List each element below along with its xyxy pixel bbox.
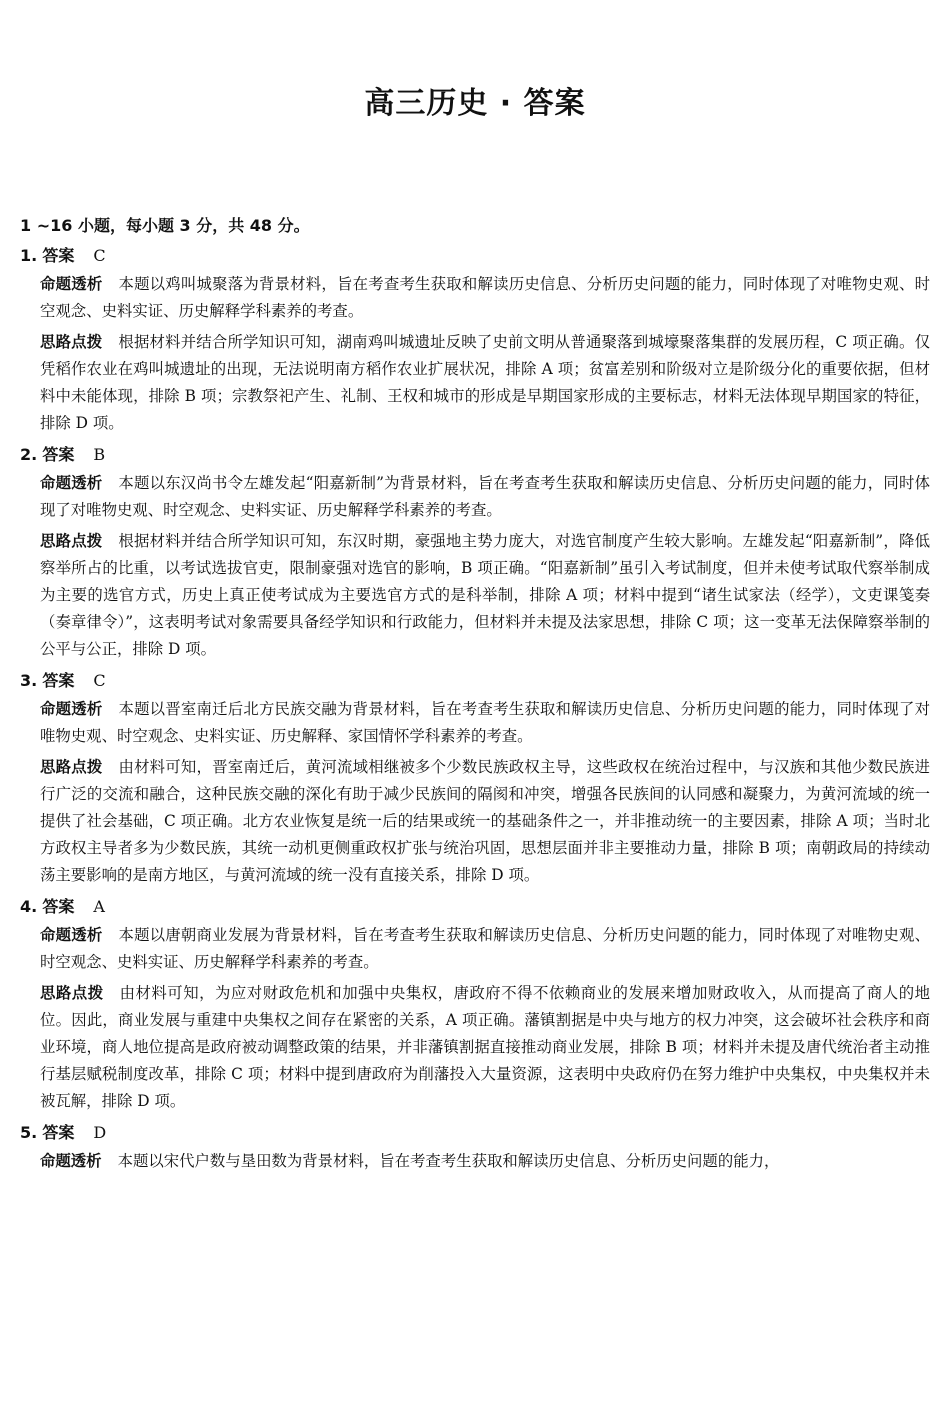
solution-label: 思路点拨	[40, 333, 103, 351]
answer-document	[20, 212, 930, 1179]
answer-line	[20, 893, 930, 920]
intro-line: 1 ~16 小题，每小题 3 分，共 48 分。	[20, 216, 310, 235]
question-item	[20, 893, 930, 1115]
answer-value: C	[93, 671, 106, 690]
question-number: 5.	[20, 1123, 38, 1142]
solution-text: 由材料可知，晋室南迁后，黄河流域相继被多个少数民族政权主导，这些政权在统治过程中，与汉族和其他少数民族进行广泛的交流和融合，这种民族交融的深化有助于减少民族间的隔阂和冲突，增强各民族间的认同感和凝聚力，为黄河流域的统一提供了社会基础，C 项正确。北方农业恢复是统一后的结果或统一的基础条件之一，并非推动统一的主要因素，排除 A 项；当时北方政权主导者多为少数民族，其统一动机更侧重政权扩张与统治巩固，思想层面并非主要推动力量，排除 B 项；南朝政局的持续动荡主要影响的是南方地区，与黄河流域的统一没有直接关系，排除 D 项。	[40, 758, 930, 884]
answer-label: 答案	[42, 897, 75, 916]
solution-label: 思路点拨	[40, 532, 103, 550]
solution-text: 根据材料并结合所学知识可知，湖南鸡叫城遗址反映了史前文明从普通聚落到城壕聚落集群的发展历程，C 项正确。仅凭稻作农业在鸡叫城遗址的出现，无法说明南方稻作农业扩展状况，排除 A 项；贫富差别和阶级对立是阶级分化的重要依据，但材料中未能体现，排除 B 项；宗教祭祀产生、礼制、王权和城市的形成是早期国家形成的主要标志，材料无法体现早期国家的特征，排除 D 项。	[40, 333, 930, 432]
analysis-paragraph	[40, 1148, 930, 1175]
solution-text: 根据材料并结合所学知识可知，东汉时期，豪强地主势力庞大，对选官制度产生较大影响。左雄发起“阳嘉新制”，降低察举所占的比重，以考试选拔官吏，限制豪强对选官的影响，B 项正确。“阳嘉新制”虽引入考试制度，但并未使考试取代察举制成为主要的选官方式，历史上真正使考试成为主要选官方式的是科举制，排除 A 项；材料中提到“诸生试家法（经学），文吏课笺奏（奏章律令）”，这表明考试对象需要具备经学知识和行政能力，但材料并未提及法家思想，排除 C 项；这一变革无法保障察举制的公平与公正，排除 D 项。	[40, 532, 930, 658]
analysis-text: 本题以东汉尚书令左雄发起“阳嘉新制”为背景材料，旨在考查考生获取和解读历史信息、分析历史问题的能力，同时体现了对唯物史观、时空观念、史料实证、历史解释学科素养的考查。	[40, 474, 930, 519]
answer-label: 答案	[42, 1123, 75, 1142]
analysis-label: 命题透析	[40, 474, 103, 492]
analysis-text: 本题以宋代户数与垦田数为背景材料，旨在考查考生获取和解读历史信息、分析历史问题的能力，	[117, 1152, 780, 1170]
analysis-label: 命题透析	[40, 275, 103, 293]
question-number: 1.	[20, 246, 38, 265]
page-title: 高三历史 · 答案	[364, 86, 586, 121]
analysis-text: 本题以晋室南迁后北方民族交融为背景材料，旨在考查考生获取和解读历史信息、分析历史问题的能力，同时体现了对唯物史观、时空观念、史料实证、历史解释、家国情怀学科素养的考查。	[40, 700, 930, 745]
analysis-paragraph	[40, 271, 930, 325]
answer-label: 答案	[42, 445, 75, 464]
solution-paragraph	[40, 329, 930, 437]
solution-paragraph	[40, 754, 930, 889]
solution-label: 思路点拨	[40, 984, 104, 1002]
analysis-paragraph	[40, 470, 930, 524]
question-item	[20, 667, 930, 889]
analysis-text: 本题以鸡叫城聚落为背景材料，旨在考查考生获取和解读历史信息、分析历史问题的能力，同时体现了对唯物史观、时空观念、史料实证、历史解释学科素养的考查。	[40, 275, 930, 320]
analysis-label: 命题透析	[40, 926, 103, 944]
answer-label: 答案	[42, 246, 75, 265]
answer-label: 答案	[42, 671, 75, 690]
solution-paragraph	[40, 528, 930, 663]
answer-value: B	[93, 445, 106, 464]
answer-line	[20, 1119, 930, 1146]
question-number: 4.	[20, 897, 38, 916]
answer-value: A	[93, 897, 105, 916]
solution-label: 思路点拨	[40, 758, 103, 776]
answer-line	[20, 667, 930, 694]
analysis-label: 命题透析	[40, 1152, 102, 1170]
analysis-text: 本题以唐朝商业发展为背景材料，旨在考查考生获取和解读历史信息、分析历史问题的能力，同时体现了对唯物史观、时空观念、史料实证、历史解释学科素养的考查。	[40, 926, 930, 971]
question-item	[20, 441, 930, 663]
question-number: 3.	[20, 671, 38, 690]
analysis-label: 命题透析	[40, 700, 103, 718]
answer-value: C	[93, 246, 106, 265]
analysis-paragraph	[40, 696, 930, 750]
analysis-paragraph	[40, 922, 930, 976]
answer-line	[20, 242, 930, 269]
question-number: 2.	[20, 445, 38, 464]
answer-line	[20, 441, 930, 468]
solution-paragraph	[40, 980, 930, 1115]
question-item	[20, 1119, 930, 1175]
question-item	[20, 242, 930, 437]
solution-text: 由材料可知，为应对财政危机和加强中央集权，唐政府不得不依赖商业的发展来增加财政收入，从而提高了商人的地位。因此，商业发展与重建中央集权之间存在紧密的关系，A 项正确。藩镇割据是中央与地方的权力冲突，这会破坏社会秩序和商业环境，商人地位提高是政府被动调整政策的结果，并非藩镇割据直接推动商业发展，排除 B 项；材料并未提及唐代统治者主动推行基层赋税制度改革，排除 C 项；材料中提到唐政府为削藩投入大量资源，这表明中央政府仍在努力维护中央集权，中央集权并未被瓦解，排除 D 项。	[40, 984, 930, 1110]
answer-value: D	[93, 1123, 107, 1142]
